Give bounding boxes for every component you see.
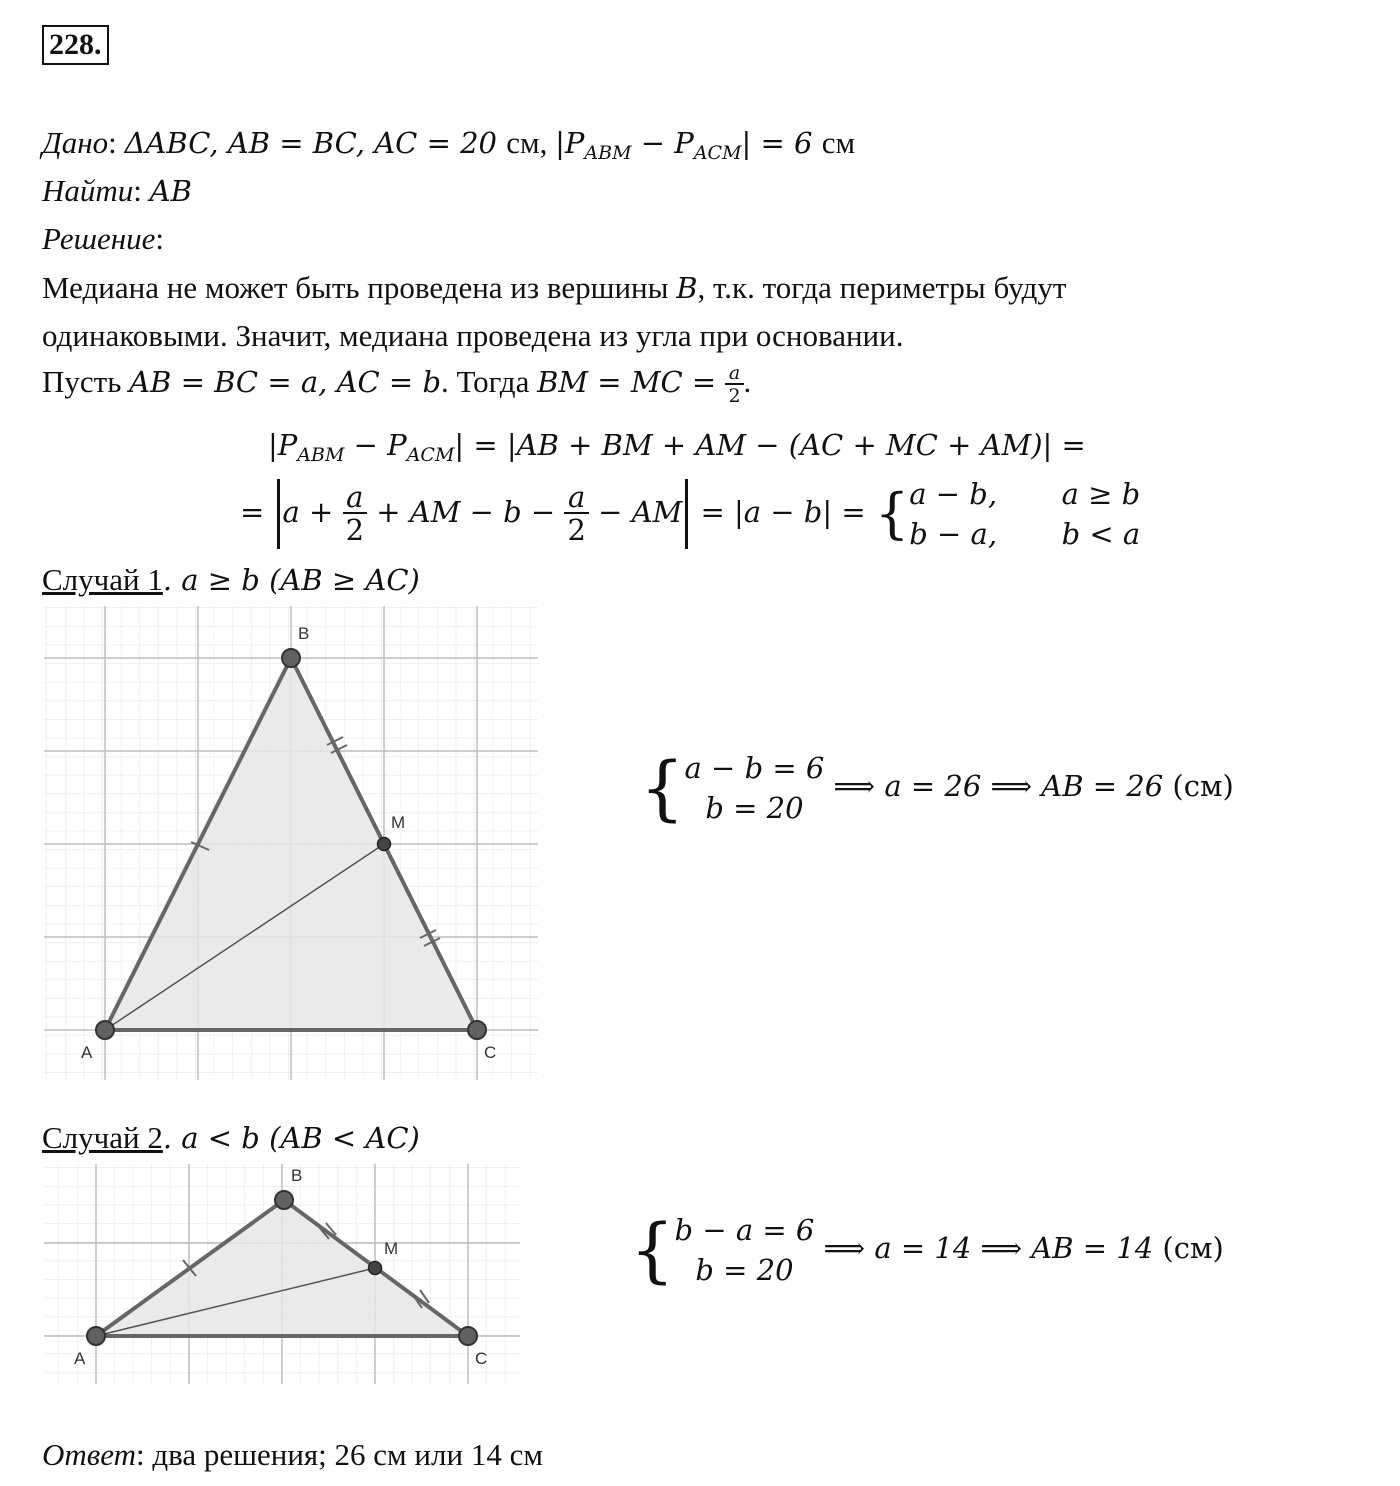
find-label: Найти xyxy=(42,173,134,208)
point-b xyxy=(282,649,300,667)
solution-heading: Решение: xyxy=(42,221,164,256)
label-b: B xyxy=(291,1166,303,1185)
point-a xyxy=(87,1327,105,1345)
case-1-system: a − b = 6 b = 20 xyxy=(684,751,825,825)
given-triangle: ΔABC, AB = BC, AC = 20 xyxy=(124,126,507,160)
abs-bar-left xyxy=(277,479,280,549)
system-brace: { xyxy=(630,1209,675,1291)
problem-number: 228. xyxy=(42,25,109,65)
point-c xyxy=(468,1021,486,1039)
point-c xyxy=(459,1327,477,1345)
solution-paragraph-1: Медиана не может быть проведена из вершины B, т.к. тогда периметры будут xyxy=(42,270,1067,305)
point-m xyxy=(369,1262,382,1275)
case-1-triangle-figure xyxy=(44,606,538,1080)
label-c: C xyxy=(475,1349,488,1368)
fraction-a-over-2-first: $\frac{a}{2}$ xyxy=(343,483,367,545)
label-m: M xyxy=(384,1239,399,1258)
case-2-unit: (см) xyxy=(1162,1231,1224,1265)
solution-paragraph-2: одинаковыми. Значит, медиана проведена из угла при основании. xyxy=(42,318,904,353)
case-2-system: b − a = 6 b = 20 xyxy=(674,1213,815,1287)
case-1-heading: Случай 1. a ≥ b (AB ≥ AC) xyxy=(42,562,420,597)
case-2-label: Случай 2 xyxy=(42,1120,163,1155)
equation-perimeter-difference: $|P_{ABM} - P_{ACM}| = |AB$ + BM + AM − (AC + MC + AM)| = xyxy=(268,428,1086,466)
case-1-label: Случай 1 xyxy=(42,562,163,597)
case-1-solution xyxy=(640,748,1234,828)
given-line: Дано: ΔABC, AB = BC, AC = 20 см, $|P_{ABM} - P_{ACM}| = 6$ см xyxy=(42,125,856,164)
system-brace: { xyxy=(640,747,685,829)
point-b xyxy=(275,1191,293,1209)
answer-label: Ответ xyxy=(42,1437,136,1472)
answer-line: Ответ: два решения; 26 см или 14 см xyxy=(42,1437,543,1472)
point-a xyxy=(96,1021,114,1039)
case-2-heading: Случай 2. a < b (AB < AC) xyxy=(42,1120,420,1155)
label-a: A xyxy=(74,1349,86,1368)
answer-value: два решения; 26 см или 14 см xyxy=(152,1437,543,1472)
fraction-a-over-2: $\frac{a}{2}$ xyxy=(725,364,743,406)
fraction-a-over-2-second: $\frac{a}{2}$ xyxy=(564,483,588,545)
label-b: B xyxy=(298,624,310,643)
case-1-unit: (см) xyxy=(1172,769,1234,803)
case-2-result: ⟹ a = 14 ⟹ AB = 14 xyxy=(814,1231,1163,1265)
given-perimeter-diff: $|P_{ABM} - P_{ACM}| = 6$ xyxy=(555,126,822,164)
cases-list: a − b, a ≥ b b − a, b < a xyxy=(909,477,1141,551)
cases-brace: { xyxy=(874,482,910,545)
label-a: A xyxy=(81,1043,93,1062)
case-2-solution xyxy=(630,1210,1224,1290)
find-line: Найти: AB xyxy=(42,173,192,208)
solution-paragraph-3: Пусть AB = BC = a, AC = b. Тогда BM = MC = $\frac{a}{2}$ . xyxy=(42,362,752,407)
equation-simplification: = a + $\frac{a}{2}$ + AM − b − $\frac{a}{2}$ − AM = |a − b| = { a − b, a ≥ b b − a, b < a xyxy=(240,474,1140,554)
given-label: Дано xyxy=(42,125,109,160)
case-1-result: ⟹ a = 26 ⟹ AB = 26 xyxy=(824,769,1173,803)
point-m xyxy=(378,838,391,851)
case-2-triangle-figure xyxy=(44,1164,520,1384)
find-value: AB xyxy=(149,174,192,208)
label-c: C xyxy=(484,1043,497,1062)
abs-bar-right xyxy=(685,479,688,549)
label-m: M xyxy=(391,813,406,832)
